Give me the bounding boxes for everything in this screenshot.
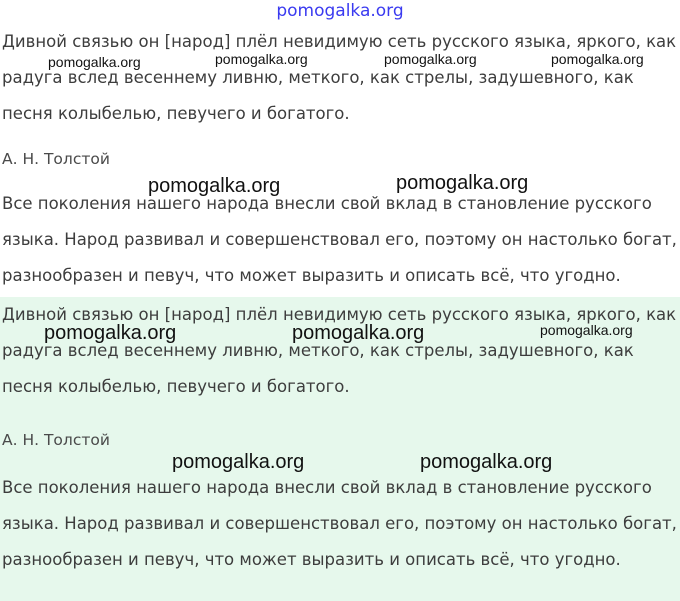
watermark: pomogalka.org bbox=[540, 322, 633, 338]
site-header[interactable]: pomogalka.org bbox=[276, 1, 404, 21]
watermark: pomogalka.org bbox=[172, 451, 305, 473]
highlighted-answer-block bbox=[0, 297, 680, 601]
author-name: А. Н. Толстой bbox=[2, 431, 110, 449]
body-text: Все поколения нашего народа внесли свой вклад в становление русского языка. Народ развивал и совершенствовал его, поэтому он настолько богат, разнообразен и певуч, что может выразить и описать всё, что угодно. bbox=[2, 194, 677, 285]
watermark: pomogalka.org bbox=[44, 322, 177, 344]
watermark: pomogalka.org bbox=[396, 172, 529, 194]
quote-text: Дивной связью он [народ] плёл невидимую сеть русского языка, яркого, как радуга вслед весеннему ливню, меткого, как стрелы, задушевного, как песня колыбелью, певучего и богатого. bbox=[2, 305, 677, 396]
author-name: А. Н. Толстой bbox=[2, 150, 110, 168]
watermark: pomogalka.org bbox=[148, 175, 281, 197]
quote-text: Дивной связью он [народ] плёл невидимую сеть русского языка, яркого, как радуга вслед весеннему ливню, меткого, как стрелы, задушевного, как песня колыбелью, певучего и богатого. bbox=[2, 32, 677, 123]
body-text: Все поколения нашего народа внесли свой вклад в становление русского языка. Народ развивал и совершенствовал его, поэтому он настолько богат, разнообразен и певуч, что может выразить и описать всё, что угодно. bbox=[2, 478, 677, 569]
watermark: pomogalka.org bbox=[215, 51, 308, 67]
original-answer-block bbox=[0, 22, 680, 297]
watermark: pomogalka.org bbox=[551, 51, 644, 67]
watermark: pomogalka.org bbox=[48, 54, 141, 70]
watermark: pomogalka.org bbox=[384, 51, 477, 67]
watermark: pomogalka.org bbox=[292, 322, 425, 344]
watermark: pomogalka.org bbox=[420, 451, 553, 473]
